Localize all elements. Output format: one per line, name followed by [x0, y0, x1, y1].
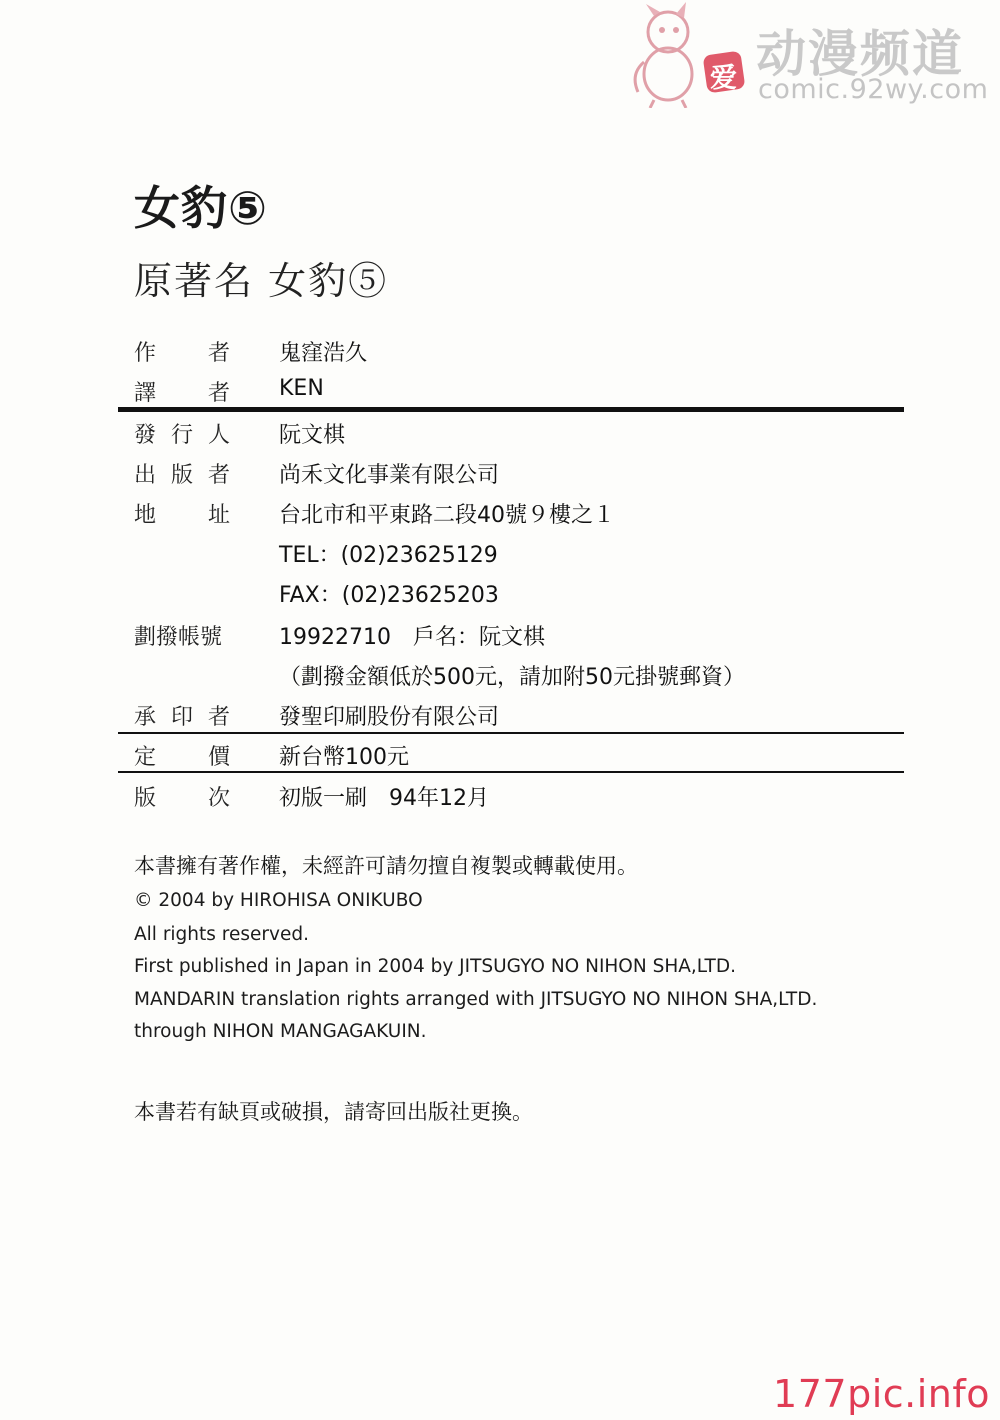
- credit-label: 定 價: [134, 745, 230, 770]
- credit-value: 發聖印刷股份有限公司: [279, 705, 500, 730]
- credit-value: KEN: [279, 376, 324, 401]
- site-watermark: [618, 0, 998, 112]
- site-badge-char: 爱: [710, 63, 737, 94]
- credit-value: 阮文棋: [279, 423, 346, 448]
- credit-label: 出 版 者: [134, 463, 230, 488]
- damage-notice: 本書若有缺頁或破損，請寄回出版社更換。: [134, 1100, 533, 1124]
- footer-watermark: 177pic.info: [773, 1372, 990, 1416]
- divider-thick: [118, 407, 904, 412]
- original-title: 原著名 女豹⑤: [134, 259, 389, 303]
- credit-label: 版 次: [134, 786, 230, 811]
- credit-label: 譯 者: [134, 381, 230, 406]
- copyright-line: MANDARIN translation rights arranged with JITSUGYO NO NIHON SHA,LTD.: [134, 989, 818, 1010]
- credit-label: 作 者: [134, 341, 230, 366]
- copyright-line: All rights reserved.: [134, 924, 309, 945]
- credit-value: （劃撥金額低於500元，請加附50元掛號郵資）: [279, 665, 745, 690]
- credit-label: 地 址: [134, 503, 230, 528]
- copyright-line: through NIHON MANGAGAKUIN.: [134, 1021, 427, 1042]
- copyright-notice: 本書擁有著作權，未經許可請勿擅自複製或轉載使用。: [134, 854, 638, 878]
- site-url: comic.92wy.com: [758, 74, 989, 105]
- site-name: 动漫频道: [756, 25, 964, 83]
- credit-value: 鬼窪浩久: [279, 341, 368, 366]
- credit-value: 初版一刷 94年12月: [279, 786, 489, 811]
- credit-value: 19922710 戶名：阮文棋: [279, 625, 545, 650]
- copyright-line: First published in Japan in 2004 by JITSUGYO NO NIHON SHA,LTD.: [134, 956, 736, 977]
- credit-label: 劃撥帳號: [134, 625, 223, 650]
- credit-value: 台北市和平東路二段40號９樓之１: [279, 503, 615, 528]
- credit-label: 承 印 者: [134, 705, 230, 730]
- book-title: 女豹⑤: [134, 181, 268, 235]
- copyright-line: © 2004 by HIROHISA ONIKUBO: [134, 890, 423, 911]
- credit-value: 尚禾文化事業有限公司: [279, 463, 500, 488]
- credit-label: 發 行 人: [134, 423, 230, 448]
- divider-thin: [118, 771, 904, 773]
- credit-value: FAX：(02)23625203: [279, 583, 499, 608]
- credit-value: 新台幣100元: [279, 745, 409, 770]
- divider-thin: [118, 732, 904, 734]
- credit-value: TEL：(02)23625129: [279, 543, 498, 568]
